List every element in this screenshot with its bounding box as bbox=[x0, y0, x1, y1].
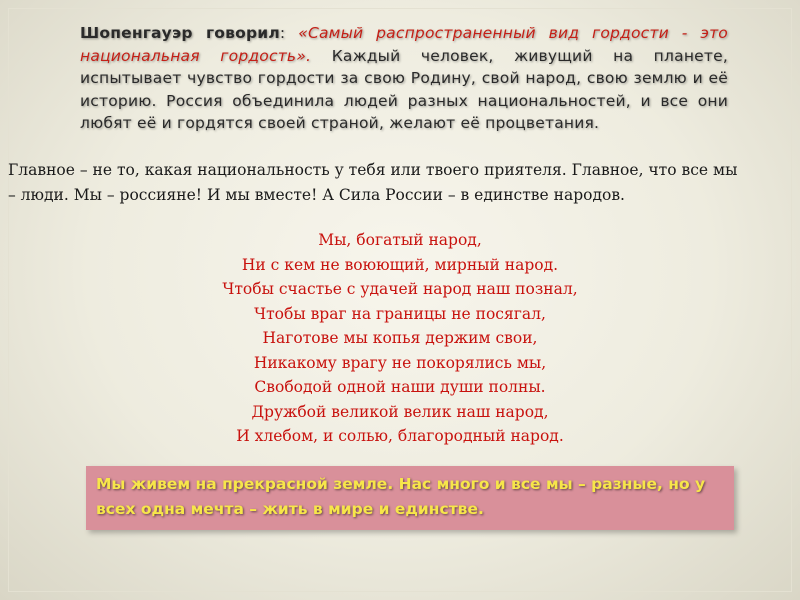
banner-text: Мы живем на прекрасной земле. Нас много и все мы – разные, но у всех одна мечта – жить в мире и единстве. bbox=[96, 475, 706, 518]
poem bbox=[100, 228, 700, 449]
bottom-banner bbox=[86, 466, 734, 530]
poem-line: Мы, богатый народ, bbox=[318, 231, 482, 249]
poem-line: Никакому врагу не покорялись мы, bbox=[253, 353, 547, 372]
poem-line: Наготове мы копья держим свои, bbox=[262, 329, 538, 347]
poem-line: Чтобы счастье с удачей народ наш познал, bbox=[222, 280, 578, 298]
quote-colon: : bbox=[279, 24, 299, 42]
poem-line: Ни с кем не воюющий, мирный народ. bbox=[241, 255, 559, 274]
quote-paragraph bbox=[80, 22, 728, 135]
quote-author: Шопенгауэр говорил bbox=[80, 24, 280, 42]
poem-line: Свободой одной наши души полны. bbox=[254, 378, 546, 396]
poem-line: Дружбой великой велик наш народ, bbox=[251, 402, 549, 421]
quote-citation: «Самый распространенный вид гордости - это национальная гордость». bbox=[80, 24, 728, 65]
quote-rest: Каждый человек, живущий на планете, испытывает чувство гордости за свою Родину, свой народ, свою землю и её историю. Россия объединила людей разных национальностей, и все они любят её и гордятся своей страной, желают её процветания. bbox=[80, 46, 728, 133]
poem-line: И хлебом, и солью, благородный народ. bbox=[236, 427, 564, 445]
main-paragraph: Главное – не то, какая национальность у тебя или твоего приятеля. Главное, что все мы – люди. Мы – россияне! И мы вместе! А Сила России – в единстве народов. bbox=[8, 161, 738, 204]
poem-line: Чтобы враг на границы не посягал, bbox=[254, 304, 546, 323]
